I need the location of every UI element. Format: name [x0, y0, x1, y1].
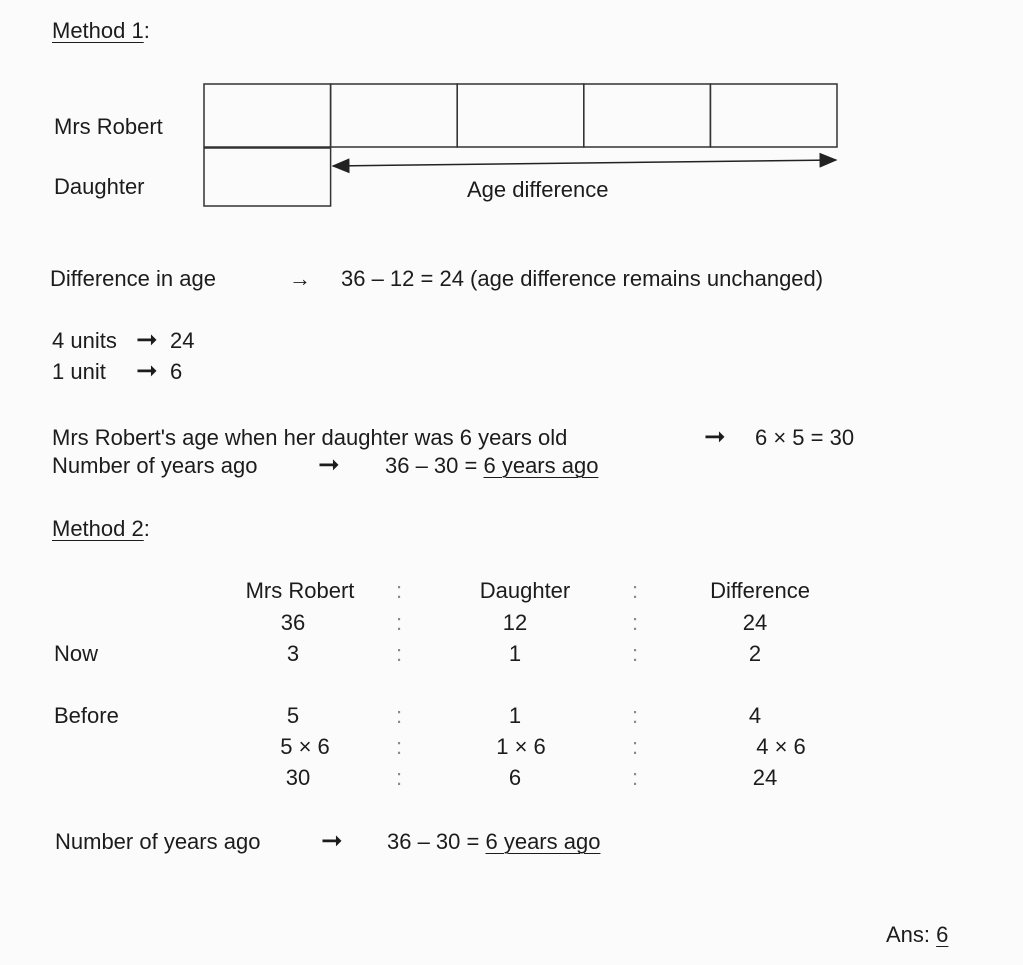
mother-bar: [204, 84, 837, 147]
age-difference-arrow: [333, 160, 836, 166]
ratio-separator: :: [632, 610, 639, 635]
difference-label: Difference in age: [50, 266, 216, 291]
table-cell: 6: [508, 765, 522, 790]
final-answer: Ans: 6: [886, 922, 949, 947]
ratio-separator: :: [632, 641, 639, 666]
arrow-icon: →: [289, 266, 311, 291]
table-cell: 36: [280, 610, 306, 635]
arrow-right-icon: ➞: [321, 825, 343, 855]
years-ago-result: 36 – 30 = 6 years ago: [385, 453, 599, 478]
row-label-before: Before: [54, 703, 119, 728]
arrow-right-icon: ➞: [318, 449, 340, 479]
daughter-unit-box: [204, 148, 331, 206]
ratio-separator: :: [396, 765, 403, 790]
table-cell: 1: [508, 703, 522, 728]
ratio-separator: :: [396, 703, 403, 728]
mother-unit-box: [710, 84, 837, 147]
column-header-daughter: Daughter: [479, 578, 571, 603]
table-cell: 4 × 6: [756, 734, 806, 759]
row-label-now: Now: [54, 641, 99, 666]
method1-heading: Method 1:: [52, 18, 150, 43]
ratio-separator: :: [396, 734, 403, 759]
table-cell: 24: [752, 765, 778, 790]
method2-heading: Method 2:: [52, 516, 150, 541]
units-row-4-right: 24: [170, 328, 195, 353]
arrow-right-icon: ➞: [136, 324, 158, 354]
ratio-separator: :: [396, 641, 403, 666]
mother-unit-box: [457, 84, 584, 147]
units-row-4-left: 4 units: [52, 328, 117, 353]
units-row-1-right: 6: [170, 359, 183, 384]
years-ago-result-2: 36 – 30 = 6 years ago: [387, 829, 601, 854]
table-cell: 3: [286, 641, 300, 666]
model-label-daughter: Daughter: [54, 174, 145, 199]
table-cell: 24: [742, 610, 768, 635]
mother-unit-box: [331, 84, 458, 147]
age-line-left: Mrs Robert's age when her daughter was 6 years old: [52, 425, 568, 450]
arrow-right-icon: ➞: [704, 421, 726, 451]
column-header-difference: Difference: [710, 578, 810, 603]
ratio-separator: :: [632, 703, 639, 728]
ratio-separator: :: [396, 610, 403, 635]
table-cell: 5 × 6: [280, 734, 330, 759]
daughter-bar: [204, 148, 331, 206]
mother-unit-box: [584, 84, 711, 147]
table-cell: 1: [508, 641, 522, 666]
ratio-separator: :: [396, 578, 403, 603]
difference-expression: 36 – 12 = 24 (age difference remains unchanged): [341, 266, 824, 291]
arrow-right-icon: ➞: [136, 355, 158, 385]
units-row-1-left: 1 unit: [52, 359, 106, 384]
years-ago-label: Number of years ago: [52, 453, 258, 478]
model-label-mother: Mrs Robert: [54, 114, 163, 139]
ratio-separator: :: [632, 765, 639, 790]
age-difference-label: Age difference: [467, 177, 609, 202]
mother-unit-box: [204, 84, 331, 147]
column-header-mother: Mrs Robert: [245, 578, 355, 603]
table-cell: 1 × 6: [496, 734, 546, 759]
table-cell: 30: [285, 765, 311, 790]
table-cell: 2: [748, 641, 762, 666]
table-cell: 12: [502, 610, 528, 635]
ratio-separator: :: [632, 734, 639, 759]
table-cell: 4: [748, 703, 762, 728]
ratio-separator: :: [632, 578, 639, 603]
age-line-right: 6 × 5 = 30: [755, 425, 855, 450]
years-ago-label-2: Number of years ago: [55, 829, 261, 854]
table-cell: 5: [286, 703, 300, 728]
